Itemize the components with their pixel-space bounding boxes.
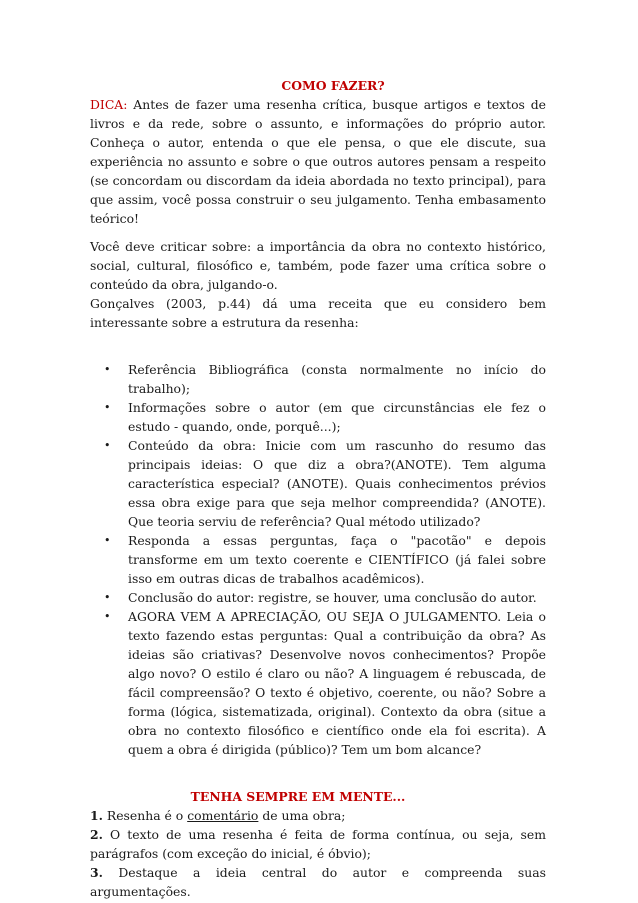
list-item-text: Informações sobre o autor (em que circunstâncias ele fez o estudo - quando, onde, porquê...);: [128, 400, 546, 434]
list-item: [104, 398, 546, 436]
bullet-icon: •: [104, 591, 111, 604]
list-item: [104, 588, 546, 607]
bullet-icon: •: [104, 401, 111, 414]
reminder-text: Destaque a ideia central do autor e compreenda suas argumentações.: [90, 865, 546, 899]
list-item-text: AGORA VEM A APRECIAÇÃO, OU SEJA O JULGAMENTO. Leia o texto fazendo estas perguntas: Qual a contribuição da obra? As ideias são criativas? Desenvolve novos conhecimentos? Propõe algo novo? O estilo é claro ou não? A linguagem é rebuscada, de fácil compreensão? O texto é objetivo, coerente, ou não? Sobre a forma (lógica, sistematizada, original). Contexto da obra (situe a obra no contexto filosófico e científico onde ela foi escrita). A quem a obra é dirigida (público)? Tem um bom alcance?: [128, 609, 546, 757]
bullet-icon: •: [104, 363, 111, 376]
list-item: [104, 436, 546, 531]
reminder-title: TENHA SEMPRE EM MENTE...: [190, 789, 406, 804]
reminder-number: 3.: [90, 865, 103, 880]
reminder-number: 1.: [90, 808, 103, 823]
document-page: [90, 76, 546, 901]
reminder-number: 2.: [90, 827, 103, 842]
reminder-item: [90, 806, 546, 825]
reminder-text: O texto de uma resenha é feita de forma contínua, ou seja, sem parágrafos (com exceção do inicial, é óbvio);: [90, 827, 546, 861]
body-paragraph-goncalves: Gonçalves (2003, p.44) dá uma receita que eu considero bem interessante sobre a estrutura da resenha:: [90, 296, 546, 330]
spacer: [90, 228, 546, 237]
list-item: [104, 360, 546, 398]
reminder-text: Resenha é o: [102, 808, 188, 823]
body-paragraph-criticar: Você deve criticar sobre: a importância da obra no contexto histórico, social, cultural, filosófico e, também, pode fazer uma crítica sobre o conteúdo da obra, julgando-o.: [90, 239, 546, 292]
list-item: [104, 531, 546, 588]
spacer: [90, 332, 546, 360]
dica-label: DICA:: [90, 97, 128, 112]
list-item-text: Referência Bibliográfica (consta normalmente no início do trabalho);: [128, 362, 546, 396]
list-item-text: Responda a essas perguntas, faça o "pacotão" e depois transforme em um texto coerente e CIENTÍFICO (já falei sobre isso em outras dicas de trabalhos acadêmicos).: [128, 533, 546, 586]
dica-paragraph: [90, 95, 546, 228]
bullet-icon: •: [104, 610, 111, 623]
page-title: COMO FAZER?: [281, 78, 385, 93]
list-item-text: Conclusão do autor: registre, se houver, uma conclusão do autor.: [128, 590, 537, 605]
reminder-item: [90, 863, 546, 901]
reminder-underlined: comentário: [187, 808, 259, 823]
structure-list: [90, 360, 546, 759]
dica-text: Antes de fazer uma resenha crítica, busque artigos e textos de livros e da rede, sobre o assunto, e informações do próprio autor. Conheça o autor, entenda o que ele pensa, o que ele discute, sua experiência no assunto e sobre o que outros autores pensam a respeito (se concordam ou discordam da ideia abordada no texto principal), para que assim, você possa construir o seu julgamento. Tenha embasamento teórico!: [90, 97, 546, 226]
reminder-item: [90, 825, 546, 863]
bullet-icon: •: [104, 534, 111, 547]
bullet-icon: •: [104, 439, 111, 452]
spacer: [90, 759, 546, 787]
reminder-text: de uma obra;: [258, 808, 346, 823]
list-item-text: Conteúdo da obra: Inicie com um rascunho do resumo das principais ideias: O que diz a obra?(ANOTE). Tem alguma característica especial? (ANOTE). Quais conhecimentos prévios essa obra exige para que seja melhor compreendida? (ANOTE). Que teoria serviu de referência? Qual método utilizado?: [128, 438, 546, 529]
list-item: [104, 607, 546, 759]
